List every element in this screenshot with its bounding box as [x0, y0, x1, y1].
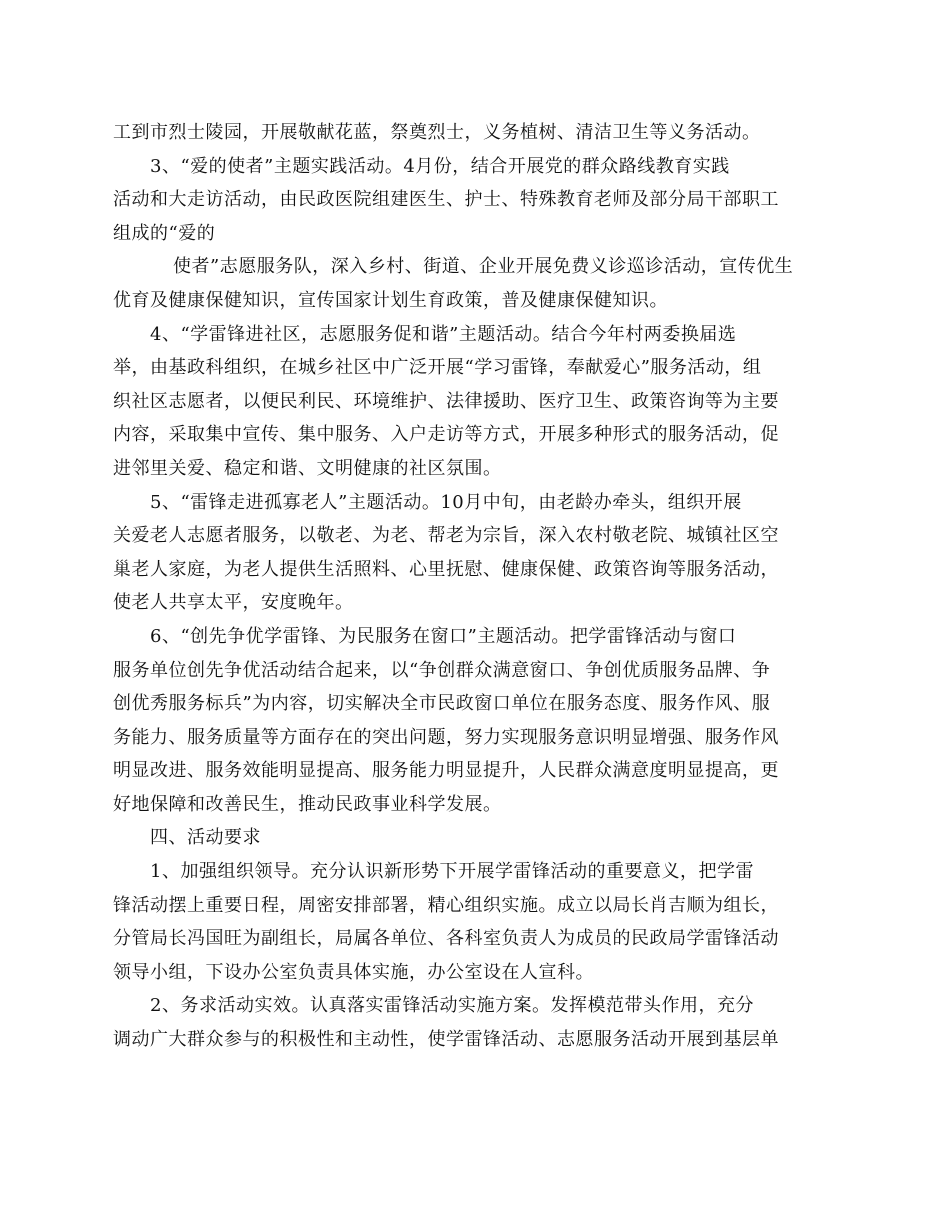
paragraph-6-heading-line: 6、“创先争优学雷锋、为民服务在窗口”主题活动。把学雷锋活动与窗口 [150, 625, 737, 647]
text-line-6: 优育及健康保健知识，宣传国家计划生育政策，普及健康保健知识。 [113, 289, 668, 311]
section-heading-activity-requirements: 四、活动要求 [150, 827, 261, 849]
text-line-3: 活动和大走访活动，由民政医院组建医生、护士、特殊教育老师及部分局干部职工 [113, 189, 779, 211]
document-body [113, 116, 813, 1057]
paragraph-3-heading-line: 3、“爱的使者”主题实践活动。4月份，结合开展党的群众路线教育实践 [150, 155, 730, 177]
text-line-28: 调动广大群众参与的积极性和主动性，使学雷锋活动、志愿服务活动开展到基层单 [113, 1029, 779, 1051]
text-line-19: 务能力、服务质量等方面存在的突出问题，努力实现服务意识明显增强、服务作风 [113, 726, 779, 748]
paragraph-4-heading-line: 4、“学雷锋进社区，志愿服务促和谐”主题活动。结合今年村两委换届选 [150, 323, 737, 345]
text-line-5: 使者”志愿服务队，深入乡村、街道、企业开展免费义诊巡诊活动，宣传优生 [173, 256, 794, 278]
text-line-25: 分管局长冯国旺为副组长，局属各单位、各科室负责人为成员的民政局学雷锋活动 [113, 928, 779, 950]
paragraph-5-heading-line: 5、“雷锋走进孤寡老人”主题活动。10月中旬，由老龄办牵头，组织开展 [150, 491, 742, 513]
text-line-1: 工到市烈士陵园，开展敬献花蓝，祭奠烈士，义务植树、清洁卫生等义务活动。 [113, 122, 761, 143]
text-line-15: 使老人共享太平，安度晚年。 [113, 592, 354, 614]
text-line-4: 组成的“爱的 [113, 222, 216, 244]
text-line-10: 内容，采取集中宣传、集中服务、入户走访等方式，开展多种形式的服务活动，促 [113, 424, 779, 446]
text-line-8: 举，由基政科组织，在城乡社区中广泛开展“学习雷锋，奉献爱心”服务活动，组 [113, 357, 762, 379]
text-line-13: 关爱老人志愿者服务，以敬老、为老、帮老为宗旨，深入农村敬老院、城镇社区空 [113, 525, 779, 547]
text-line-18: 创优秀服务标兵”为内容，切实解决全市民政窗口单位在服务态度、服务作风、服 [113, 693, 771, 715]
text-line-17: 服务单位创先争优活动结合起来，以“争创群众满意窗口、争创优质服务品牌、争 [113, 659, 771, 681]
text-line-14: 巢老人家庭，为老人提供生活照料、心里抚慰、健康保健、政策咨询等服务活动， [113, 558, 779, 580]
requirement-2-heading-line: 2、务求活动实效。认真落实雷锋活动实施方案。发挥模范带头作用，充分 [150, 995, 754, 1017]
requirement-1-heading-line: 1、加强组织领导。充分认识新形势下开展学雷锋活动的重要意义，把学雷 [150, 861, 754, 883]
text-line-26: 领导小组，下设办公室负责具体实施，办公室设在人宣科。 [113, 961, 594, 983]
text-line-24: 锋活动摆上重要日程，周密安排部署，精心组织实施。成立以局长肖吉顺为组长， [113, 894, 779, 916]
text-line-20: 明显改进、服务效能明显提高、服务能力明显提升，人民群众满意度明显提高，更 [113, 760, 779, 782]
text-line-9: 织社区志愿者，以便民利民、环境维护、法律援助、医疗卫生、政策咨询等为主要 [113, 390, 779, 412]
text-line-11: 进邻里关爱、稳定和谐、文明健康的社区氛围。 [113, 457, 502, 479]
text-line-21: 好地保障和改善民生，推动民政事业科学发展。 [113, 793, 502, 815]
